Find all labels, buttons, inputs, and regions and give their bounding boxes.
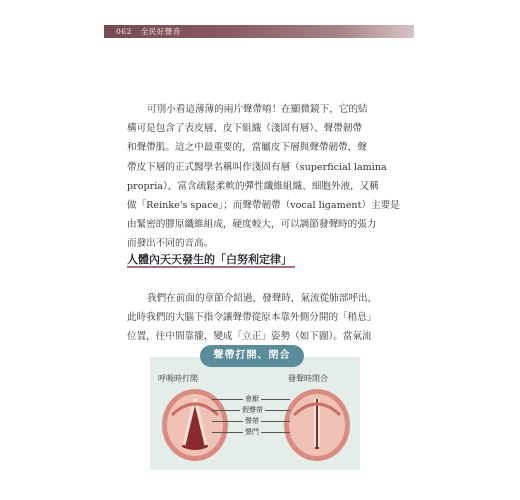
section-heading-text: 人體內天天發生的「白努利定律」 [127,253,292,266]
text-line: 由緊密的膠原纖維組成，硬度較大，可以調節發聲時的張力 [127,219,377,231]
text-line: 此時我們的大腦下指令讓聲帶從原本靠外側分開的「稍息」 [127,312,377,324]
paragraph-bernoulli-intro [127,289,397,347]
text-line: 我們在前面的章節介紹過，發聲時，氣流從肺部呼出， [147,293,378,304]
section-heading [127,251,297,273]
text-line: 和聲帶肌。這之中最重要的，當屬皮下層與聲帶韌帶，聲 [127,142,367,154]
text-line: 可別小看這薄薄的兩片聲帶唷！在顯微鏡下，它的結 [147,104,368,115]
page-number: 062 [116,27,132,36]
book-title: 全民好聲音 [140,27,181,36]
caption-closed: 發聲時閉合 [288,374,328,383]
label-vocal-fold: 聲帶 [245,417,259,425]
heading-underline [127,266,295,268]
vocal-fold-figure [150,345,360,470]
running-header [116,26,181,37]
text-line: 做「Reinke's space」；而聲帶韌帶（vocal ligament）主要是 [127,200,400,212]
text-line: 位置，往中間靠攏，變成「立正」姿勢（如下圖）。當氣流 [127,331,372,343]
caption-open: 呼吸時打開 [158,374,198,383]
closed-glottis-illustration [282,385,352,465]
label-false-vocal-fold: 假聲帶 [242,406,263,414]
open-glottis-illustration [160,385,230,465]
text-line: 而發出不同的音高。 [127,238,214,250]
text-line: propria），富含疏鬆柔軟的彈性纖維組織、細胞外液，又稱 [127,180,379,192]
label-epiglottis: 會厭 [245,395,259,403]
paragraph-vocal-fold-structure [127,100,400,254]
text-line: 帶皮下層的正式醫學名稱叫作淺固有層（superficial lamina [127,161,387,173]
text-line: 構可是包含了表皮層、皮下組織（淺固有層）、聲帶韌帶 [127,123,363,135]
figure-title: 聲帶打開、閉合 [200,345,304,367]
label-glottis: 聲門 [245,428,259,436]
